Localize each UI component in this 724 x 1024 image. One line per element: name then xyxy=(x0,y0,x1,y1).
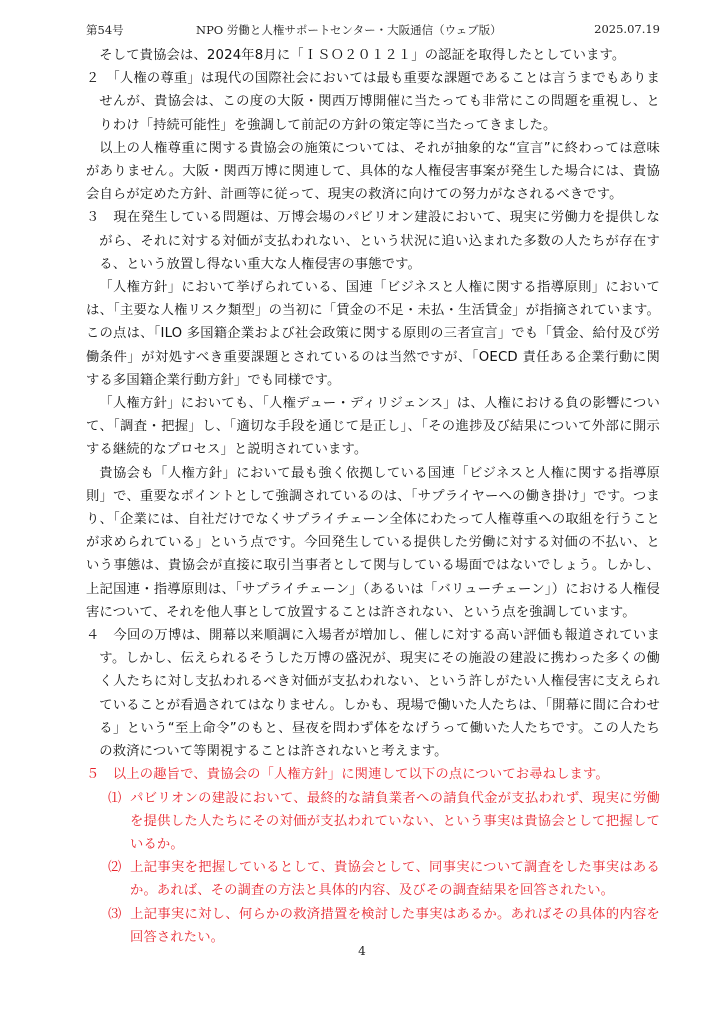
document-body xyxy=(86,44,660,949)
newsletter-title: NPO 労働と人権サポートセンター・大阪通信（ウェブ版） xyxy=(196,23,502,37)
section-3-paragraph-3: 「人権方針」においても、「人権デュー・ディリジェンス」は、人権における負の影響について、「調査・把握」し、「適切な手段を通じて是正し」、「その進捗及び結果について外部に開示する継続的なプロセス」と説明されています。 xyxy=(86,396,660,458)
section-4: ４ 今回の万博は、開幕以来順調に入場者が増加し、催しに対する高い評価も報道されています。しかし、伝えられるそうした万博の盛況が、現実にその施設の建設に携わった多くの働く人たちに対し支払われるべき対価が支払われない、という許しがたい人権侵害に支えられていることが看過されてはなりません。しかも、現場で働いた人たちは、「開幕に間に合わせる」という“至上命令”のもと、昼夜を問わず体をなげうって働いた人たちです。この人たちの救済について等閑視することは許されないと考えます。 xyxy=(86,628,660,760)
question-3-number: ⑶ xyxy=(108,906,122,922)
question-1-number: ⑴ xyxy=(108,790,122,806)
question-2-number: ⑵ xyxy=(108,860,122,876)
section-3-paragraph-4: 貴協会も「人権方針」において最も強く依拠している国連「ビジネスと人権に関する指導原則」で、重要なポイントとして強調されているのは、「サプライヤーへの働き掛け」です。つまり、「企業には、自社だけでなくサプライチェーン全体にわたって人権尊重への取組を行うことが求められている」という点です。今回発生している提供した労働に対する対価の不払い、という事態は、貴協会が直接に取引当事者として関与している場面ではないでしょう。しかし、上記国連・指導原則は、「サプライチェーン」（あるいは「バリューチェーン」）における人権侵害について、それを他人事として放置することは許されない、という点を強調しています。 xyxy=(86,465,660,620)
section-5: ５ 以上の趣旨で、貴協会の「人権方針」に関連して以下の点についてお尋ねします。 xyxy=(86,767,609,783)
question-3 xyxy=(86,903,660,949)
question-2 xyxy=(86,856,660,902)
question-1-text: パビリオンの建設において、最終的な請負業者への請負代金が支払われず、現実に労働を提供した人たちにその対価が支払われていない、という事実は貴協会として把握しているか。 xyxy=(130,790,660,852)
page-header xyxy=(86,22,660,40)
section-3-paragraph-2: 「人権方針」において挙げられている、国連「ビジネスと人権に関する指導原則」においては、「主要な人権リスク類型」の当初に「賃金の不足・未払・生活賃金」が指摘されています。この点は、「ILO 多国籍企業および社会政策に関する原則の三者宣言」でも「賃金、給付及び労働条件」が対処すべき重要課題とされているのは当然ですが、「OECD 責任ある企業行動に関する多国籍企業行動方針」でも同様です。 xyxy=(86,280,660,388)
section-2-paragraph-2: 以上の人権尊重に関する貴協会の施策については、それが抽象的な“宣言”に終わっては意味がありません。大阪・関西万博に関連して、具体的な人権侵害事案が発生した場合には、貴協会自らが定めた方針、計画等に従って、現実の救済に向けての努力がなされるべきです。 xyxy=(86,140,660,203)
issue-number: 第54号 xyxy=(86,23,124,37)
question-1 xyxy=(86,787,660,857)
question-2-text: 上記事実を把握しているとして、貴協会として、同事実について調査をした事実はあるか。あれば、その調査の方法と具体的内容、及びその調査結果を回答されたい。 xyxy=(130,860,660,899)
page-number: 4 xyxy=(358,944,366,958)
question-3-text: 上記事実に対し、何らかの救済措置を検討した事実はあるか。あればその具体的内容を回答されたい。 xyxy=(130,906,660,945)
publication-date: 2025.07.19 xyxy=(594,22,660,36)
paragraph-iso-certification: そして貴協会は、2024年8月に「ＩＳＯ２０１２１」の認証を取得したとしています。 xyxy=(99,48,626,63)
section-2: ２ 「人権の尊重」は現代の国際社会においては最も重要な課題であることは言うまでもありませんが、貴協会は、この度の大阪・関西万博開催に当たっても非常にこの問題を重視し、とりわけ「持続可能性」を強調して前記の方針の策定等に当たってきました。 xyxy=(86,71,660,133)
section-3: ３ 現在発生している問題は、万博会場のパビリオン建設において、現実に労働力を提供しながら、それに対する対価が支払われない、という状況に追い込まれた多数の人たちが存在する、という放置し得ない重大な人権侵害の事態です。 xyxy=(86,210,660,272)
